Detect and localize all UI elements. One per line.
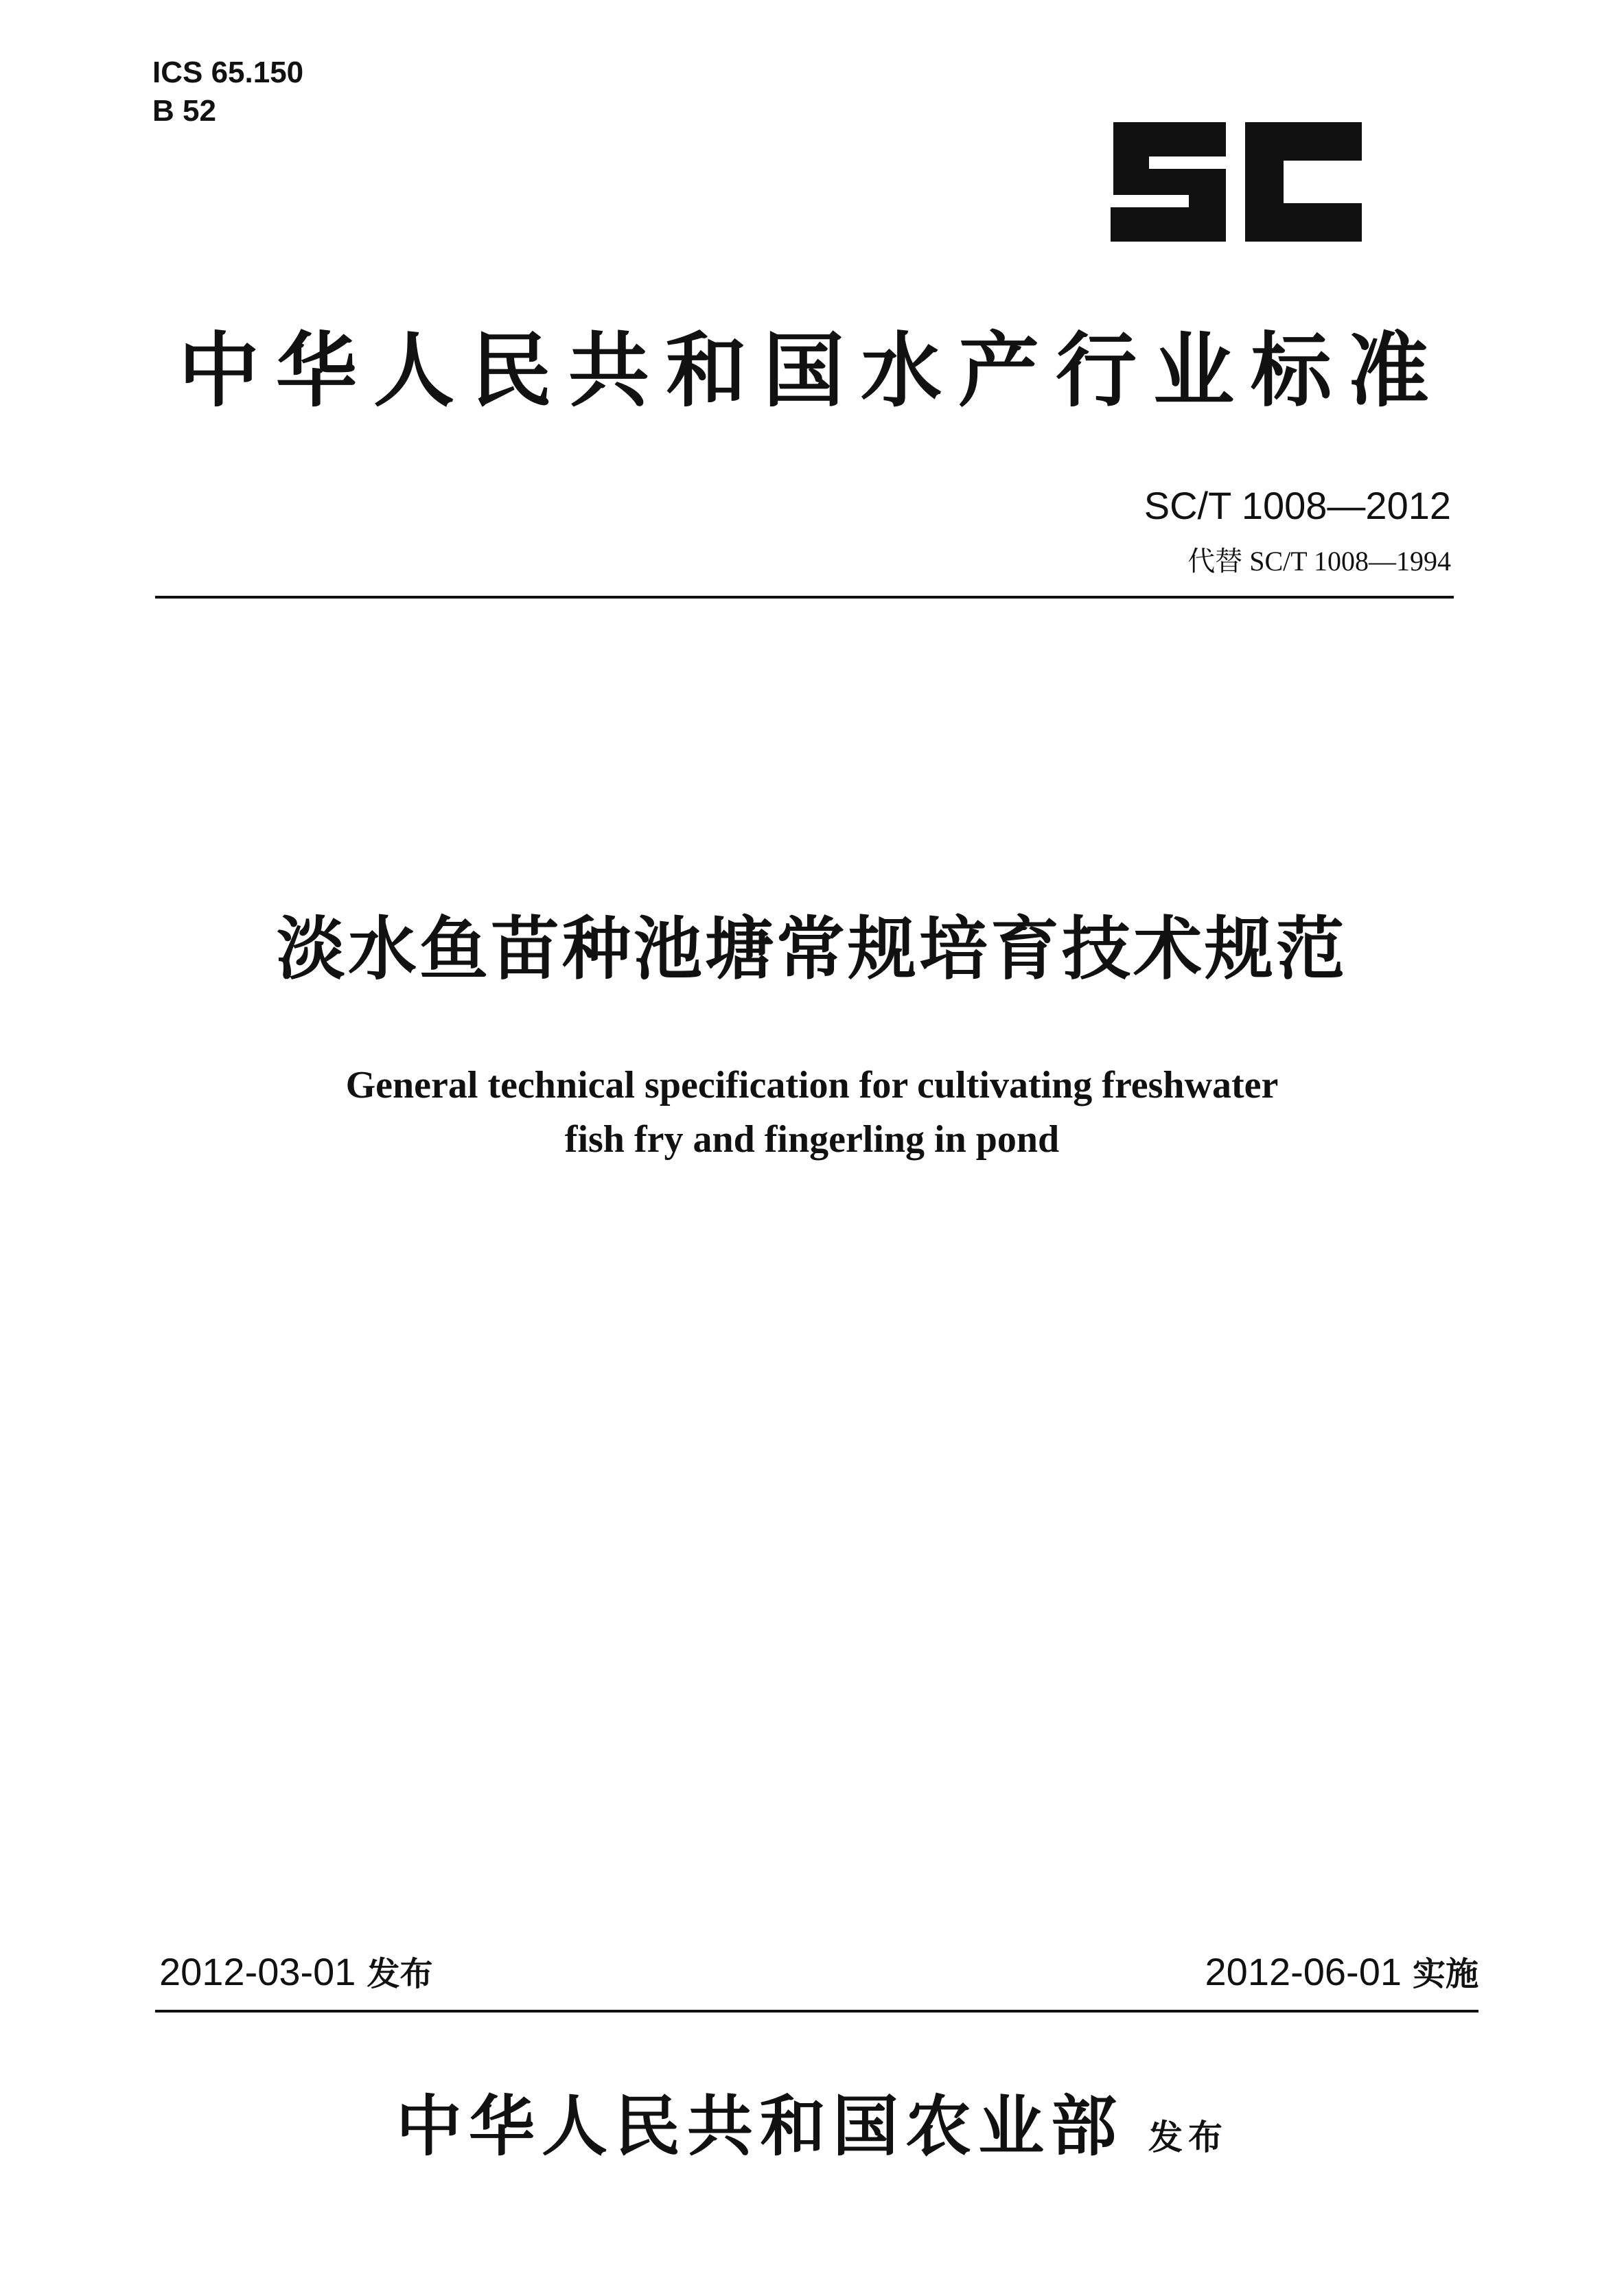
issuer-name: 中华人民共和国农业部	[396, 2087, 1124, 2165]
ccs-code: B 52	[152, 94, 216, 128]
sc-logo	[1104, 117, 1367, 247]
sc-logo-letter-c	[1245, 122, 1362, 242]
publish-date-line	[159, 1948, 432, 1998]
issuer-suffix: 发布	[1148, 2118, 1228, 2157]
sc-logo-letter-s	[1111, 122, 1226, 242]
title-english-line-1: General technical specification for cultivating freshwater	[345, 1064, 1279, 1106]
ics-code: ICS 65.150	[152, 56, 304, 89]
effective-label: 实施	[1412, 1955, 1478, 1993]
replaces-standard: 代替 SC/T 1008—1994	[1187, 546, 1451, 577]
footer-divider	[155, 2010, 1478, 2013]
effective-date: 2012-06-01	[1205, 1950, 1402, 1993]
title-english-line-2: fish fry and fingerling in pond	[564, 1118, 1060, 1161]
standard-number: SC/T 1008—2012	[1144, 484, 1451, 527]
standard-category-title: 中华人民共和国水产行业标准	[178, 323, 1446, 418]
publish-label: 发布	[367, 1955, 433, 1993]
issuer-line	[0, 2085, 1624, 2168]
header-divider	[155, 596, 1454, 599]
publish-date: 2012-03-01	[159, 1950, 356, 1993]
title-chinese: 淡水鱼苗种池塘常规培育技术规范	[277, 909, 1347, 989]
effective-date-line	[1205, 1948, 1478, 1998]
